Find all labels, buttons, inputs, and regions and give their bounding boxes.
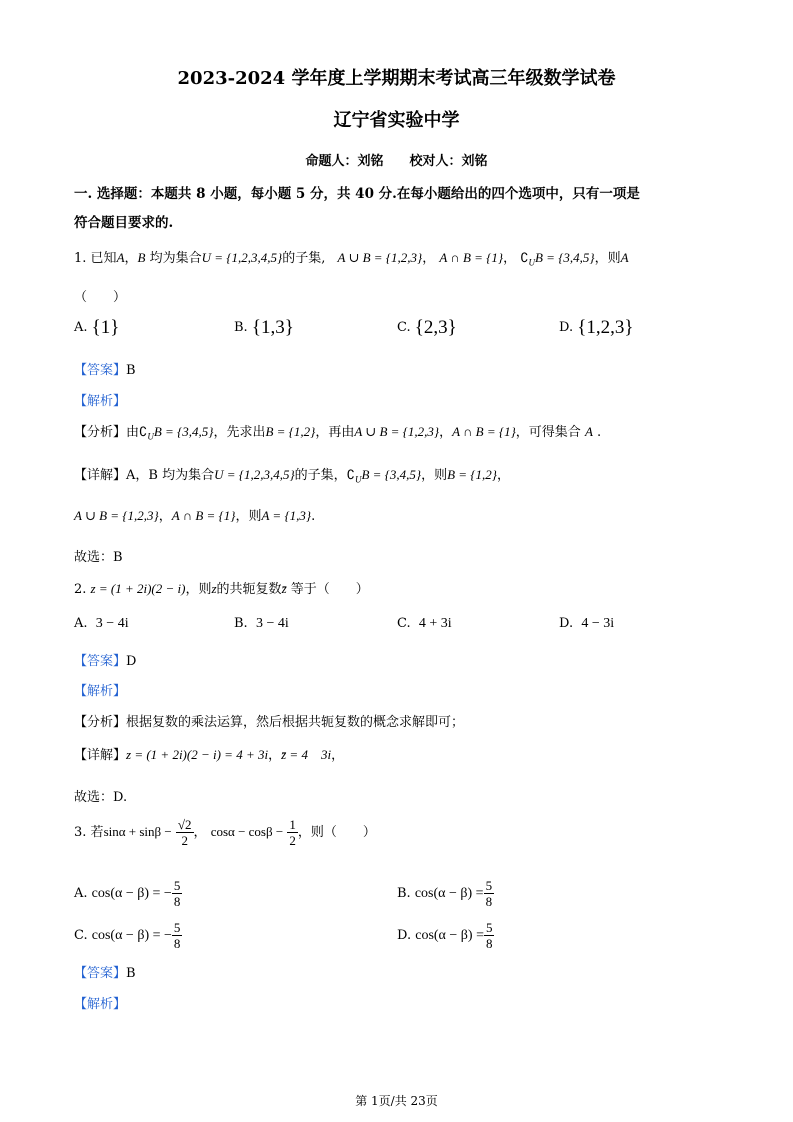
q1-option-b: B. {1,3} <box>234 317 294 338</box>
q3-analysis-tag: 【解析】 <box>74 997 127 1012</box>
q1-analysis-tag: 【解析】 <box>74 394 127 409</box>
q1-conclusion: 故选：B <box>74 550 123 565</box>
q3-option-a: A. cos(α − β) = − $\frac{5}{8}$ <box>74 878 181 909</box>
q1-option-c: C. {2,3} <box>397 317 457 338</box>
question-2-stem: 2. z = (1 + 2i)(2 − i)，则z的共轭复数z̄ 等于（ ） <box>74 581 369 597</box>
q1-option-a: A. {1} <box>74 317 120 338</box>
question-1-stem: 1. 已知A，B 均为集合U = {1,2,3,4,5}的子集, A ∪ B = {1,2,3}， A ∩ B = {1}， $∁_UB = \{3,4,5\}$，则A <box>74 250 629 268</box>
q2-option-c: C. 4 + 3i <box>397 616 452 631</box>
set-u: U = {1,2,3,4,5} <box>201 250 283 265</box>
question-3-stem: 3. 若sinα + sinβ − $\frac{√2}{2}$ ， cosα − cosβ − $\frac{1}{2}$ ，则（ ） <box>74 817 376 848</box>
q2-analysis-tag: 【解析】 <box>74 684 127 699</box>
question-number: 1. <box>74 251 87 266</box>
union-expr: A ∪ B = {1,2,3} <box>337 250 423 265</box>
question-1-paren: （ ） <box>74 290 127 305</box>
exam-title: 2023-2024 学年度上学期期末考试高三年级数学试卷 <box>177 68 616 89</box>
q2-answer: 【答案】D <box>74 654 137 669</box>
q2-fenxi: 【分析】根据复数的乘法运算，然后根据共轭复数的概念求解即可； <box>74 715 465 730</box>
q2-option-a: A. 3 − 4i <box>74 616 129 631</box>
q3-option-c: C. cos(α − β) = − $\frac{5}{8}$ <box>74 920 181 951</box>
q1-xiangjie-line2: A ∪ B = {1,2,3}，A ∩ B = {1}，则A = {1,3}. <box>74 508 316 524</box>
q1-fenxi: 【分析】由$∁_UB = \{3,4,5\}$，先求出B = {1,2}，再由A ∪ B = {1,2,3}，A ∩ B = {1}，可得集合 A . <box>74 424 602 442</box>
authors-line: 命题人：刘铭 校对人：刘铭 <box>305 154 488 169</box>
section-heading-line2: 符合题目要求的. <box>74 215 174 231</box>
q3-option-b: B. cos(α − β) = $\frac{5}{8}$ <box>397 878 493 909</box>
page-number: 第 1页/共 23页 <box>355 1094 438 1108</box>
q2-xiangjie: 【详解】z = (1 + 2i)(2 − i) = 4 + 3i，z̄ = 4 3i， <box>74 747 345 763</box>
answer-tag: 【答案】 <box>74 363 127 378</box>
inter-expr: A ∩ B = {1} <box>439 250 504 265</box>
q2-option-d: D. 4 − 3i <box>559 616 615 631</box>
q3-answer: 【答案】B <box>74 966 136 981</box>
q3-option-d: D. cos(α − β) = $\frac{5}{8}$ <box>397 920 493 951</box>
q2-option-b: B. 3 − 4i <box>234 616 289 631</box>
q2-conclusion: 故选：D. <box>74 790 128 805</box>
section-heading-line1: 一. 选择题：本题共 8 小题，每小题 5 分，共 40 分.在每小题给出的四个选项中，只有一项是 <box>74 186 640 202</box>
q1-answer: 【答案】B <box>74 363 136 378</box>
q1-option-d: D. {1,2,3} <box>559 317 634 338</box>
q1-xiangjie: 【详解】A，B 均为集合U = {1,2,3,4,5}的子集，$∁_UB = \{3,4,5\}$，则B = {1,2}， <box>74 467 510 485</box>
school-name: 辽宁省实验中学 <box>333 110 460 131</box>
